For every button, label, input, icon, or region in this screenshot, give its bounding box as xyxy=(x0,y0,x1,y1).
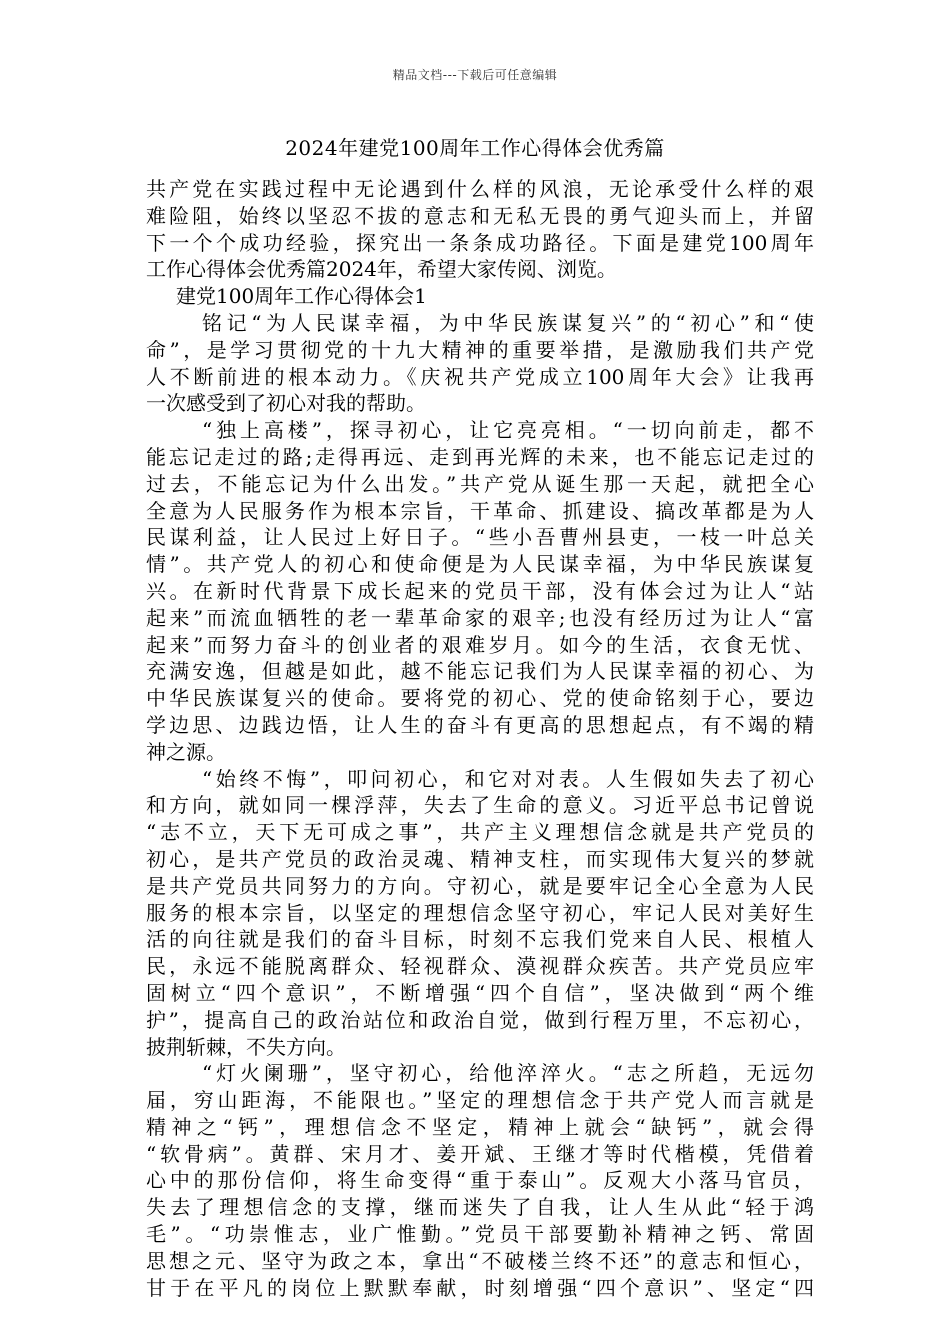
text-line: 甘于在平凡的岗位上默默奉献，时刻增强“四个意识”、坚定“四 xyxy=(146,1275,814,1300)
text-line: 思想之元、坚守为政之本，拿出“不破楼兰终不还”的意志和恒心， xyxy=(146,1248,814,1273)
text-line: 难险阻，始终以坚忍不拔的意志和无私无畏的勇气迎头而上，并留 xyxy=(146,203,814,228)
text-line: “软骨病”。黄群、宋月才、姜开斌、王继才等时代楷模，凭借着 xyxy=(146,1141,814,1166)
text-line: 起来”而努力奋斗的创业者的艰难岁月。如今的生活，衣食无忧、 xyxy=(146,632,814,657)
text-line: 工作心得体会优秀篇2024年，希望大家传阅、浏览。 xyxy=(146,257,617,282)
text-line: 情”。共产党人的初心和使命便是为人民谋幸福，为中华民族谋复 xyxy=(146,552,814,577)
text-line: “始终不悔”，叩问初心，和它对对表。人生假如失去了初心 xyxy=(202,766,814,791)
text-line: 初心，是共产党员的政治灵魂、精神支柱，而实现伟大复兴的梦就 xyxy=(146,846,814,871)
text-line: 兴。在新时代背景下成长起来的党员干部，没有体会过为让人“站 xyxy=(146,578,814,603)
text-line: 民谋利益，让人民过上好日子。“些小吾曹州县吏，一枝一叶总关 xyxy=(146,525,814,550)
text-line: 全意为人民服务作为根本宗旨，干革命、抓建设、搞改革都是为人 xyxy=(146,498,814,523)
text-line: 铭记“为人民谋幸福，为中华民族谋复兴”的“初心”和“使 xyxy=(202,310,814,335)
document-title: 2024年建党100周年工作心得体会优秀篇 xyxy=(285,136,665,160)
text-line: 失去了理想信念的支撑，继而迷失了自我，让人生从此“轻于鸿 xyxy=(146,1195,814,1220)
text-line: 起来”而流血牺牲的老一辈革命家的艰辛;也没有经历过为让人“富 xyxy=(146,605,814,630)
text-line: 一次感受到了初心对我的帮助。 xyxy=(146,391,426,416)
text-line: 心中的那份信仰，将生命变得“重于泰山”。反观大小落马官员， xyxy=(146,1168,814,1193)
text-line: 神之源。 xyxy=(146,739,226,764)
text-line: 是共产党员共同努力的方向。守初心，就是要牢记全心全意为人民 xyxy=(146,873,814,898)
header-note: 精品文档---下载后可任意编辑 xyxy=(392,68,558,82)
text-line: 充满安逸，但越是如此，越不能忘记我们为人民谋幸福的初心、为 xyxy=(146,659,814,684)
text-line: 过去，不能忘记为什么出发。”共产党从诞生那一天起，就把全心 xyxy=(146,471,814,496)
text-line: 命”，是学习贯彻党的十九大精神的重要举措，是激励我们共产党 xyxy=(146,337,814,362)
text-line: 建党100周年工作心得体会1 xyxy=(176,284,427,309)
text-line: 能忘记走过的路;走得再远、走到再光辉的未来，也不能忘记走过的 xyxy=(146,444,814,469)
text-line: 精神之“钙”，理想信念不坚定，精神上就会“缺钙”，就会得 xyxy=(146,1114,814,1139)
text-line: 中华民族谋复兴的使命。要将党的初心、党的使命铭刻于心，要边 xyxy=(146,686,814,711)
text-line: 下一个个成功经验，探究出一条条成功路径。下面是建党100周年 xyxy=(146,230,814,255)
text-line: “志不立，天下无可成之事”，共产主义理想信念就是共产党员的 xyxy=(146,820,814,845)
document-body xyxy=(146,176,814,1301)
text-line: 人不断前进的根本动力。《庆祝共产党成立100周年大会》让我再 xyxy=(146,364,814,389)
text-line: 披荆斩棘，不失方向。 xyxy=(146,1034,346,1059)
text-line: “独上高楼”，探寻初心，让它亮亮相。“一切向前走，都不 xyxy=(202,418,814,443)
text-line: 护”，提高自己的政治站位和政治自觉，做到行程万里，不忘初心， xyxy=(146,1007,814,1032)
text-line: 活的向往就是我们的奋斗目标，时刻不忘我们党来自人民、根植人 xyxy=(146,927,814,952)
text-line: 服务的根本宗旨，以坚定的理想信念坚守初心，牢记人民对美好生 xyxy=(146,900,814,925)
text-line: “灯火阑珊”，坚守初心，给他淬淬火。“志之所趋，无远勿 xyxy=(202,1061,814,1086)
text-line: 固树立“四个意识”，不断增强“四个自信”，坚决做到“两个维 xyxy=(146,980,814,1005)
text-line: 共产党在实践过程中无论遇到什么样的风浪，无论承受什么样的艰 xyxy=(146,177,814,201)
text-line: 届，穷山距海，不能限也。”坚定的理想信念于共产党人而言就是 xyxy=(146,1088,814,1113)
text-line: 毛”。“功崇惟志，业广惟勤。”党员干部要勤补精神之钙、常固 xyxy=(146,1222,814,1247)
text-line: 和方向，就如同一棵浮萍，失去了生命的意义。习近平总书记曾说 xyxy=(146,793,814,818)
text-line: 民，永远不能脱离群众、轻视群众、漠视群众疾苦。共产党员应牢 xyxy=(146,954,814,979)
text-line: 学边思、边践边悟，让人生的奋斗有更高的思想起点，有不竭的精 xyxy=(146,712,814,737)
